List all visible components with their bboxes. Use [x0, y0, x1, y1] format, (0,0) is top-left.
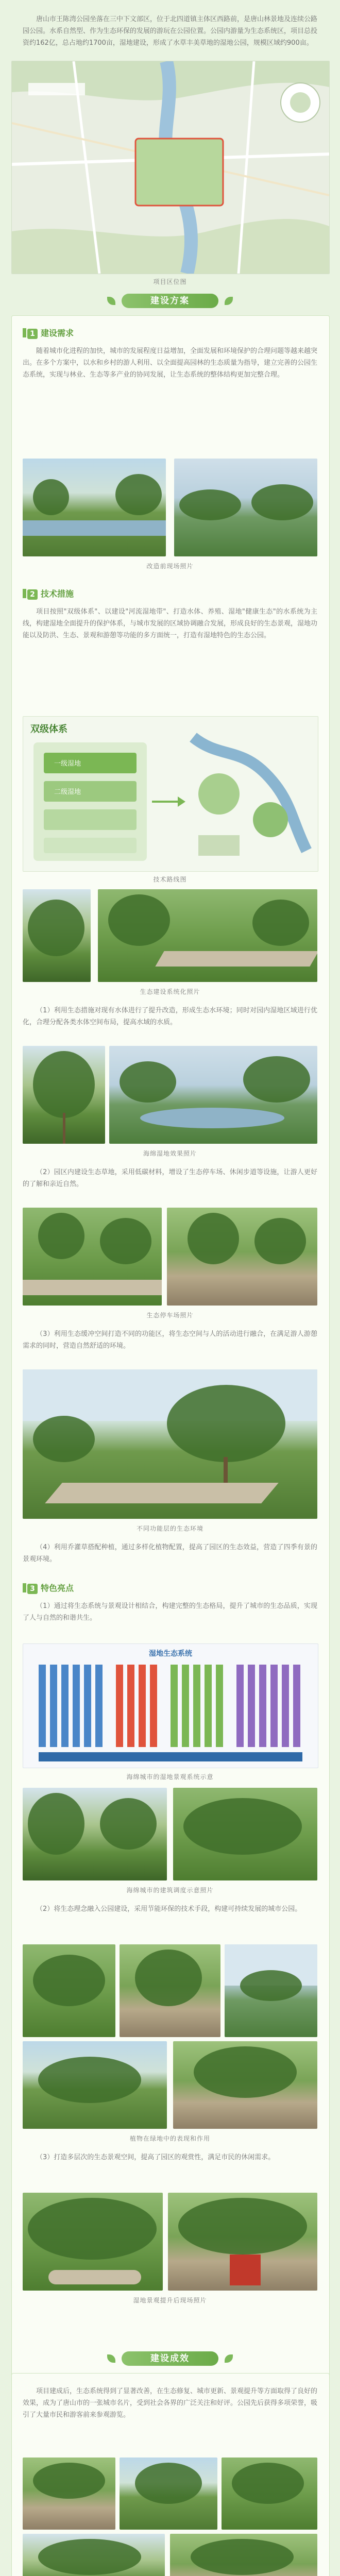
- system-chart: [23, 1643, 318, 1768]
- parking-caption: 生态停车场照片: [146, 1312, 194, 1319]
- section-result-title: 建设成效: [122, 2351, 218, 2366]
- sub1-text: 随着城市化进程的加快，城市的发展程度日益增加，全面发展和环境保护的合理问题等越来越突出。在多个方案中，以水和乡村的游人利用、以全面提高园林的生态质量为指导，建立完善的公园生态系统，实现与林业、生态等多产业的协同发展，让生态系统的整体结构更加完整合理。: [23, 347, 318, 379]
- leaf-icon: [107, 297, 115, 305]
- system-chart-title: 湿地生态系统: [149, 1650, 192, 1658]
- heading-mark: [23, 589, 26, 598]
- plant-photo-3: [225, 1944, 317, 2037]
- visit-photo-1: [23, 2458, 115, 2530]
- intro-text: 唐山市王陈湾公园坐落在三中下文部区，位于北四道镇主体区西路前，是唐山林景地及连续公路园公园。水系自然型、作为生态环保的发展的游玩在公园位置。公园内游量为生态系统区，项目总投资约162亿，总占地约1700亩，湿地建设，形成了水草丰美草地的湿地公园，规模区域约900亩。: [23, 15, 318, 47]
- sub2-number: 2: [27, 589, 38, 600]
- tech-caption: 技术路线图: [153, 876, 187, 883]
- sub3-number: 3: [27, 1584, 38, 1594]
- leaf-icon: [225, 2354, 233, 2363]
- eco-photo-2: [98, 889, 317, 982]
- feature-photo-2: [173, 1788, 317, 1880]
- section-plan-title: 建设方案: [122, 294, 218, 308]
- result-text: 项目建成后，生态系统得到了显著改善，在生态修复、城市更新、景观提升等方面取得了良好的效果，成为了唐山市的一张城市名片，受到社会各界的广泛关注和好评。公园先后获得多项荣誉，吸引了大量市民和游客前来参观游览。: [23, 2387, 318, 2419]
- plant-photo-1: [23, 1944, 115, 2037]
- tech-route-diagram: [23, 716, 318, 872]
- sub1-heading: [23, 327, 74, 340]
- before-photo-1: [23, 459, 166, 556]
- heading-mark: [23, 1583, 26, 1592]
- sub3-text3: （3）打造多层次的生态景观空间，提高了园区的观赏性，满足市民的休闲需求。: [36, 2154, 275, 2161]
- water-photo-1: [23, 1046, 105, 1144]
- visit-photo-5: [170, 2534, 317, 2576]
- final-caption: 湿地景观提升后现场照片: [133, 2297, 207, 2304]
- sub3-text2: （2）将生态理念融入公园建设，采用节能环保的技术手段，构建可持续发展的城市公园。: [36, 1905, 302, 1913]
- plant-photo-5: [173, 2041, 317, 2129]
- leaf-icon: [107, 2354, 115, 2363]
- diagram-right-label: 二级湿地: [54, 788, 81, 796]
- plants-caption: 植物在绿地中的表现和作用: [129, 2135, 210, 2142]
- visit-photo-4: [23, 2534, 165, 2576]
- parking-photo-2: [167, 1208, 317, 1306]
- sub1-title: 建设需求: [41, 328, 74, 338]
- location-map: [11, 61, 330, 274]
- sub2-text5: （4）利用乔灌草搭配种植，通过多样化植物配置，提高了园区的生态效益，营造了四季有景的景观环境。: [23, 1544, 317, 1563]
- plant-photo-2: [120, 1944, 220, 2037]
- system-chart-caption: 海绵城市的湿地景观系统示意: [126, 1773, 214, 1781]
- sub2-text1: 项目按照"双级体系"、以建设"河流湿地带"、打造水体、养殖、湿地"健康生态"的水系统为主线，构建湿地全面提升的保护体系，与城市发展的区域协调融合发展，形成良好的生态景观，湿地功能以及防洪、生态、景观和游憩等功能的多方面统一，打造有湿地特色的生态公园。: [23, 608, 318, 639]
- water-photo-2: [109, 1046, 317, 1144]
- sub3-title: 特色亮点: [41, 1583, 74, 1593]
- sub1-caption: 改造前现场照片: [146, 563, 194, 570]
- sub2-text2: （1）利用生态措施对现有水体进行了提升改造，形成生态水环境；同时对园内湿地区域进行优化，合理分配各类水体空间布局，提高水域的水质。: [23, 1007, 317, 1026]
- sub2-text3: （2）园区内建设生态草地，采用低碳材料，增设了生态停车场、休闲步道等设施，让游人更好的了解和亲近自然。: [23, 1168, 317, 1188]
- plant-photo-4: [23, 2041, 167, 2129]
- sub2-heading: [23, 587, 74, 601]
- sub3-text1: （1）通过将生态系统与景观设计相结合，构建完整的生态格局，提升了城市的生态品质，实现了人与自然的和谐共生。: [23, 1602, 317, 1622]
- water-caption: 海绵湿地效果照片: [143, 1150, 197, 1157]
- visit-photo-3: [222, 2458, 317, 2530]
- before-photo-2: [174, 459, 317, 556]
- section-plan-header: [0, 292, 340, 310]
- visit-photo-2: [120, 2458, 217, 2530]
- feature-photo-1: [23, 1788, 167, 1880]
- sub2-title: 技术措施: [41, 589, 74, 599]
- parking-photo-1: [23, 1208, 162, 1306]
- final-photo-1: [23, 2193, 163, 2291]
- diagram-title: 双级体系: [30, 724, 67, 735]
- sub3-heading: [23, 1582, 74, 1595]
- eco-caption: 生态建设系统化照片: [140, 988, 200, 995]
- section-result-header: [0, 2349, 340, 2368]
- walkway-caption: 不同功能层的生态环境: [136, 1525, 203, 1532]
- sub1-number: 1: [27, 329, 38, 339]
- final-photo-2: [168, 2193, 317, 2291]
- feature-caption: 海绵城市的建筑调度示意照片: [126, 1887, 214, 1894]
- leaf-icon: [225, 297, 233, 305]
- walkway-photo: [23, 1369, 317, 1519]
- eco-photo-1: [23, 889, 91, 982]
- heading-mark: [23, 328, 26, 337]
- map-caption: 项目区位图: [153, 278, 187, 285]
- sub2-text4: （3）利用生态缓冲空间打造不同的功能区，将生态空间与人的活动进行融合，在满足游人游憩需求的同时，营造自然舒适的环境。: [23, 1330, 317, 1350]
- diagram-left-label: 一级湿地: [54, 760, 81, 768]
